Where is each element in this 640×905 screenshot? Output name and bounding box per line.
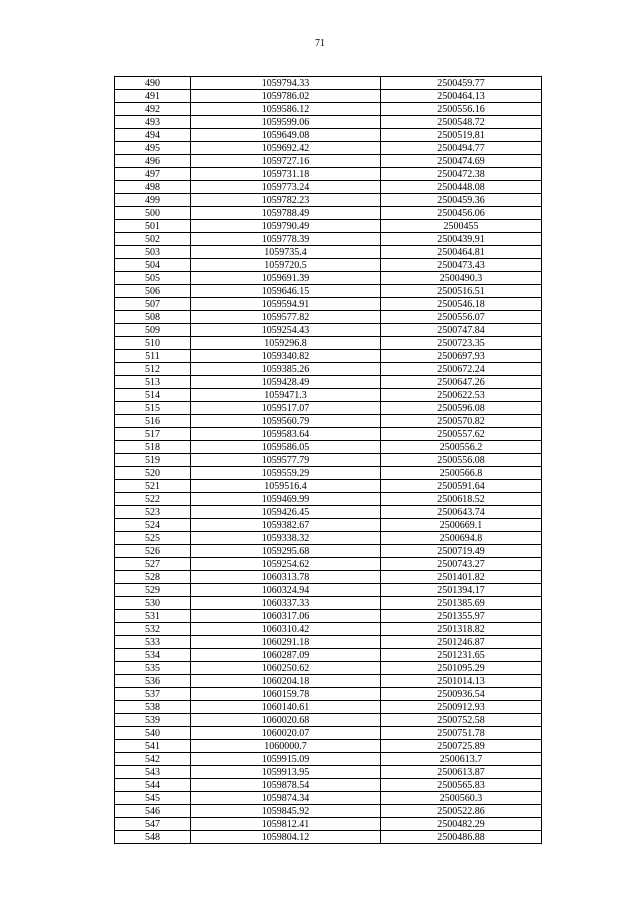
point-number-cell: 507	[115, 298, 191, 311]
table-row	[115, 246, 542, 259]
table-row	[115, 402, 542, 415]
table-row	[115, 818, 542, 831]
y-coordinate-cell: 2500482.29	[381, 818, 542, 831]
x-coordinate-cell: 1059794.33	[191, 77, 381, 90]
y-coordinate-cell: 2500473.43	[381, 259, 542, 272]
table-row	[115, 675, 542, 688]
coordinate-table	[114, 76, 542, 844]
y-coordinate-cell: 2501095.29	[381, 662, 542, 675]
x-coordinate-cell: 1059254.43	[191, 324, 381, 337]
y-coordinate-cell: 2500669.1	[381, 519, 542, 532]
y-coordinate-cell: 2500613.87	[381, 766, 542, 779]
y-coordinate-cell: 2500456.06	[381, 207, 542, 220]
table-row	[115, 779, 542, 792]
x-coordinate-cell: 1059471.3	[191, 389, 381, 402]
x-coordinate-cell: 1059586.05	[191, 441, 381, 454]
y-coordinate-cell: 2500556.07	[381, 311, 542, 324]
point-number-cell: 547	[115, 818, 191, 831]
y-coordinate-cell: 2500936.54	[381, 688, 542, 701]
point-number-cell: 521	[115, 480, 191, 493]
y-coordinate-cell: 2500486.88	[381, 831, 542, 844]
x-coordinate-cell: 1060140.61	[191, 701, 381, 714]
x-coordinate-cell: 1059469.99	[191, 493, 381, 506]
y-coordinate-cell: 2500464.81	[381, 246, 542, 259]
table-row	[115, 194, 542, 207]
point-number-cell: 523	[115, 506, 191, 519]
y-coordinate-cell: 2500519.81	[381, 129, 542, 142]
x-coordinate-cell: 1059649.08	[191, 129, 381, 142]
y-coordinate-cell: 2500448.08	[381, 181, 542, 194]
table-row	[115, 272, 542, 285]
y-coordinate-cell: 2500556.2	[381, 441, 542, 454]
y-coordinate-cell: 2500522.86	[381, 805, 542, 818]
point-number-cell: 499	[115, 194, 191, 207]
table-row	[115, 480, 542, 493]
point-number-cell: 501	[115, 220, 191, 233]
x-coordinate-cell: 1059385.26	[191, 363, 381, 376]
x-coordinate-cell: 1059735.4	[191, 246, 381, 259]
y-coordinate-cell: 2500548.72	[381, 116, 542, 129]
y-coordinate-cell: 2500618.52	[381, 493, 542, 506]
x-coordinate-cell: 1059720.5	[191, 259, 381, 272]
point-number-cell: 531	[115, 610, 191, 623]
table-row	[115, 493, 542, 506]
y-coordinate-cell: 2500459.77	[381, 77, 542, 90]
point-number-cell: 525	[115, 532, 191, 545]
table-row	[115, 285, 542, 298]
point-number-cell: 546	[115, 805, 191, 818]
table-row	[115, 116, 542, 129]
x-coordinate-cell: 1060000.7	[191, 740, 381, 753]
coordinate-table-body	[115, 77, 542, 844]
point-number-cell: 532	[115, 623, 191, 636]
point-number-cell: 529	[115, 584, 191, 597]
table-row	[115, 636, 542, 649]
x-coordinate-cell: 1060020.68	[191, 714, 381, 727]
x-coordinate-cell: 1059426.45	[191, 506, 381, 519]
point-number-cell: 502	[115, 233, 191, 246]
table-row	[115, 649, 542, 662]
table-row	[115, 298, 542, 311]
table-row	[115, 220, 542, 233]
point-number-cell: 509	[115, 324, 191, 337]
x-coordinate-cell: 1059731.18	[191, 168, 381, 181]
table-row	[115, 571, 542, 584]
x-coordinate-cell: 1059692.42	[191, 142, 381, 155]
point-number-cell: 538	[115, 701, 191, 714]
y-coordinate-cell: 2500464.13	[381, 90, 542, 103]
y-coordinate-cell: 2500570.82	[381, 415, 542, 428]
y-coordinate-cell: 2500474.69	[381, 155, 542, 168]
y-coordinate-cell: 2500613.7	[381, 753, 542, 766]
y-coordinate-cell: 2500743.27	[381, 558, 542, 571]
table-row	[115, 389, 542, 402]
table-row	[115, 337, 542, 350]
point-number-cell: 535	[115, 662, 191, 675]
y-coordinate-cell: 2501318.82	[381, 623, 542, 636]
table-row	[115, 454, 542, 467]
point-number-cell: 513	[115, 376, 191, 389]
table-row	[115, 415, 542, 428]
y-coordinate-cell: 2500566.8	[381, 467, 542, 480]
point-number-cell: 517	[115, 428, 191, 441]
table-row	[115, 155, 542, 168]
point-number-cell: 515	[115, 402, 191, 415]
y-coordinate-cell: 2500565.83	[381, 779, 542, 792]
point-number-cell: 545	[115, 792, 191, 805]
table-row	[115, 701, 542, 714]
x-coordinate-cell: 1060291.18	[191, 636, 381, 649]
y-coordinate-cell: 2500643.74	[381, 506, 542, 519]
table-row	[115, 753, 542, 766]
y-coordinate-cell: 2500556.08	[381, 454, 542, 467]
y-coordinate-cell: 2500725.89	[381, 740, 542, 753]
point-number-cell: 541	[115, 740, 191, 753]
table-row	[115, 714, 542, 727]
point-number-cell: 491	[115, 90, 191, 103]
page-number: 71	[315, 38, 325, 49]
x-coordinate-cell: 1060324.94	[191, 584, 381, 597]
y-coordinate-cell: 2500694.8	[381, 532, 542, 545]
table-row	[115, 181, 542, 194]
point-number-cell: 511	[115, 350, 191, 363]
point-number-cell: 497	[115, 168, 191, 181]
table-row	[115, 519, 542, 532]
x-coordinate-cell: 1059583.64	[191, 428, 381, 441]
table-row	[115, 545, 542, 558]
x-coordinate-cell: 1059778.39	[191, 233, 381, 246]
y-coordinate-cell: 2500697.93	[381, 350, 542, 363]
point-number-cell: 526	[115, 545, 191, 558]
y-coordinate-cell: 2500546.18	[381, 298, 542, 311]
x-coordinate-cell: 1059559.29	[191, 467, 381, 480]
point-number-cell: 490	[115, 77, 191, 90]
table-row	[115, 142, 542, 155]
y-coordinate-cell: 2500752.58	[381, 714, 542, 727]
x-coordinate-cell: 1059516.4	[191, 480, 381, 493]
y-coordinate-cell: 2500455	[381, 220, 542, 233]
y-coordinate-cell: 2501231.65	[381, 649, 542, 662]
x-coordinate-cell: 1059296.8	[191, 337, 381, 350]
table-row	[115, 623, 542, 636]
x-coordinate-cell: 1059599.06	[191, 116, 381, 129]
table-row	[115, 103, 542, 116]
point-number-cell: 498	[115, 181, 191, 194]
x-coordinate-cell: 1059338.32	[191, 532, 381, 545]
y-coordinate-cell: 2500672.24	[381, 363, 542, 376]
x-coordinate-cell: 1059517.07	[191, 402, 381, 415]
table-row	[115, 363, 542, 376]
table-row	[115, 584, 542, 597]
y-coordinate-cell: 2500556.16	[381, 103, 542, 116]
y-coordinate-cell: 2500591.64	[381, 480, 542, 493]
x-coordinate-cell: 1060317.06	[191, 610, 381, 623]
table-row	[115, 467, 542, 480]
x-coordinate-cell: 1059878.54	[191, 779, 381, 792]
x-coordinate-cell: 1059254.62	[191, 558, 381, 571]
point-number-cell: 537	[115, 688, 191, 701]
x-coordinate-cell: 1060020.07	[191, 727, 381, 740]
x-coordinate-cell: 1060337.33	[191, 597, 381, 610]
point-number-cell: 520	[115, 467, 191, 480]
y-coordinate-cell: 2500557.62	[381, 428, 542, 441]
x-coordinate-cell: 1059382.67	[191, 519, 381, 532]
table-row	[115, 506, 542, 519]
point-number-cell: 505	[115, 272, 191, 285]
point-number-cell: 510	[115, 337, 191, 350]
x-coordinate-cell: 1060204.18	[191, 675, 381, 688]
table-row	[115, 259, 542, 272]
table-row	[115, 831, 542, 844]
y-coordinate-cell: 2500494.77	[381, 142, 542, 155]
x-coordinate-cell: 1059913.95	[191, 766, 381, 779]
table-row	[115, 805, 542, 818]
x-coordinate-cell: 1059727.16	[191, 155, 381, 168]
x-coordinate-cell: 1059428.49	[191, 376, 381, 389]
point-number-cell: 506	[115, 285, 191, 298]
table-row	[115, 376, 542, 389]
x-coordinate-cell: 1059577.82	[191, 311, 381, 324]
table-row	[115, 168, 542, 181]
y-coordinate-cell: 2500472.38	[381, 168, 542, 181]
point-number-cell: 508	[115, 311, 191, 324]
x-coordinate-cell: 1059691.39	[191, 272, 381, 285]
table-row	[115, 428, 542, 441]
x-coordinate-cell: 1059812.41	[191, 818, 381, 831]
table-row	[115, 77, 542, 90]
y-coordinate-cell: 2500439.91	[381, 233, 542, 246]
point-number-cell: 522	[115, 493, 191, 506]
table-row	[115, 90, 542, 103]
table-row	[115, 233, 542, 246]
x-coordinate-cell: 1059915.09	[191, 753, 381, 766]
y-coordinate-cell: 2500719.49	[381, 545, 542, 558]
point-number-cell: 539	[115, 714, 191, 727]
x-coordinate-cell: 1059773.24	[191, 181, 381, 194]
x-coordinate-cell: 1059788.49	[191, 207, 381, 220]
table-row	[115, 688, 542, 701]
y-coordinate-cell: 2501246.87	[381, 636, 542, 649]
table-row	[115, 441, 542, 454]
y-coordinate-cell: 2500747.84	[381, 324, 542, 337]
y-coordinate-cell: 2500560.3	[381, 792, 542, 805]
y-coordinate-cell: 2501401.82	[381, 571, 542, 584]
point-number-cell: 533	[115, 636, 191, 649]
point-number-cell: 544	[115, 779, 191, 792]
x-coordinate-cell: 1060287.09	[191, 649, 381, 662]
point-number-cell: 540	[115, 727, 191, 740]
point-number-cell: 516	[115, 415, 191, 428]
point-number-cell: 524	[115, 519, 191, 532]
point-number-cell: 536	[115, 675, 191, 688]
point-number-cell: 543	[115, 766, 191, 779]
table-row	[115, 207, 542, 220]
y-coordinate-cell: 2501355.97	[381, 610, 542, 623]
point-number-cell: 518	[115, 441, 191, 454]
x-coordinate-cell: 1060159.78	[191, 688, 381, 701]
x-coordinate-cell: 1059790.49	[191, 220, 381, 233]
table-row	[115, 740, 542, 753]
y-coordinate-cell: 2501385.69	[381, 597, 542, 610]
x-coordinate-cell: 1059586.12	[191, 103, 381, 116]
table-row	[115, 727, 542, 740]
x-coordinate-cell: 1059786.02	[191, 90, 381, 103]
y-coordinate-cell: 2500622.53	[381, 389, 542, 402]
point-number-cell: 492	[115, 103, 191, 116]
x-coordinate-cell: 1059646.15	[191, 285, 381, 298]
table-row	[115, 129, 542, 142]
point-number-cell: 496	[115, 155, 191, 168]
point-number-cell: 504	[115, 259, 191, 272]
point-number-cell: 527	[115, 558, 191, 571]
x-coordinate-cell: 1059577.79	[191, 454, 381, 467]
point-number-cell: 512	[115, 363, 191, 376]
point-number-cell: 514	[115, 389, 191, 402]
table-row	[115, 324, 542, 337]
x-coordinate-cell: 1059874.34	[191, 792, 381, 805]
y-coordinate-cell: 2500490.3	[381, 272, 542, 285]
table-row	[115, 610, 542, 623]
x-coordinate-cell: 1059845.92	[191, 805, 381, 818]
y-coordinate-cell: 2501394.17	[381, 584, 542, 597]
point-number-cell: 495	[115, 142, 191, 155]
x-coordinate-cell: 1059340.82	[191, 350, 381, 363]
point-number-cell: 542	[115, 753, 191, 766]
point-number-cell: 519	[115, 454, 191, 467]
y-coordinate-cell: 2500647.26	[381, 376, 542, 389]
x-coordinate-cell: 1059560.79	[191, 415, 381, 428]
point-number-cell: 530	[115, 597, 191, 610]
x-coordinate-cell: 1060313.78	[191, 571, 381, 584]
x-coordinate-cell: 1060250.62	[191, 662, 381, 675]
point-number-cell: 534	[115, 649, 191, 662]
x-coordinate-cell: 1059782.23	[191, 194, 381, 207]
point-number-cell: 500	[115, 207, 191, 220]
y-coordinate-cell: 2500751.78	[381, 727, 542, 740]
y-coordinate-cell: 2500912.93	[381, 701, 542, 714]
y-coordinate-cell: 2500723.35	[381, 337, 542, 350]
y-coordinate-cell: 2500516.51	[381, 285, 542, 298]
y-coordinate-cell: 2500459.36	[381, 194, 542, 207]
table-row	[115, 532, 542, 545]
x-coordinate-cell: 1060310.42	[191, 623, 381, 636]
point-number-cell: 503	[115, 246, 191, 259]
point-number-cell: 493	[115, 116, 191, 129]
x-coordinate-cell: 1059594.91	[191, 298, 381, 311]
table-row	[115, 558, 542, 571]
x-coordinate-cell: 1059804.12	[191, 831, 381, 844]
point-number-cell: 494	[115, 129, 191, 142]
table-row	[115, 597, 542, 610]
y-coordinate-cell: 2500596.08	[381, 402, 542, 415]
y-coordinate-cell: 2501014.13	[381, 675, 542, 688]
table-row	[115, 766, 542, 779]
table-row	[115, 311, 542, 324]
table-row	[115, 350, 542, 363]
table-row	[115, 792, 542, 805]
point-number-cell: 528	[115, 571, 191, 584]
point-number-cell: 548	[115, 831, 191, 844]
table-row	[115, 662, 542, 675]
x-coordinate-cell: 1059295.68	[191, 545, 381, 558]
